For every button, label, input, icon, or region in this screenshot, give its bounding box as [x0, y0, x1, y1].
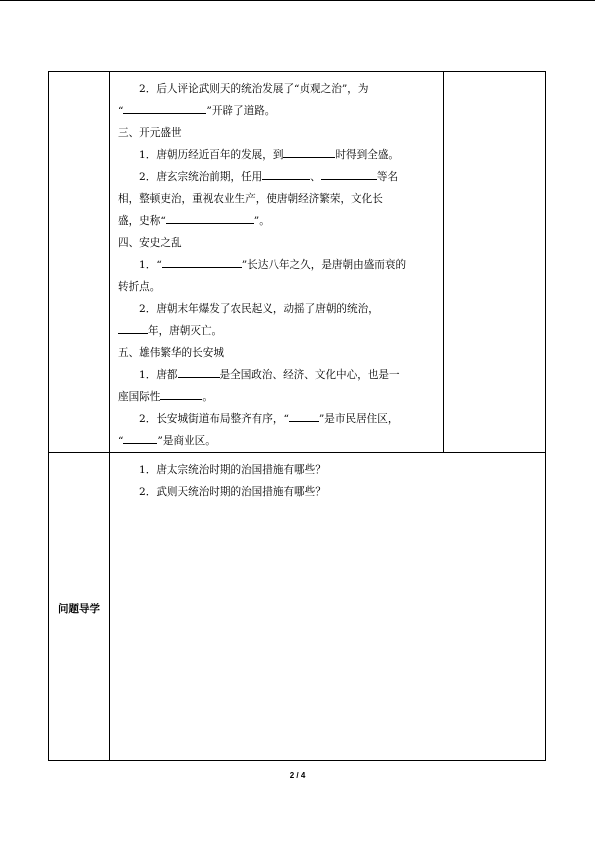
- fill-blank[interactable]: [262, 168, 310, 180]
- text: 是全国政治、经济、文化中心，也是一: [219, 369, 400, 381]
- text: 等名: [376, 171, 399, 183]
- fill-blank[interactable]: [162, 256, 242, 268]
- text: ”是市民居住区，: [318, 413, 399, 425]
- section-heading: 五、雄伟繁华的长安城: [118, 347, 224, 359]
- line: [118, 430, 435, 452]
- fill-blank[interactable]: [123, 432, 157, 444]
- text: ”长达八年之久，是唐朝由盛而衰的: [241, 259, 407, 271]
- question-cell[interactable]: [110, 453, 546, 761]
- text: 、: [310, 171, 321, 183]
- text: 时得到全盛。: [335, 149, 400, 161]
- text: “: [118, 105, 124, 117]
- text: 。: [202, 391, 213, 403]
- label-cell-empty: [49, 72, 110, 453]
- notes-cell[interactable]: [444, 72, 546, 453]
- study-guide-table: [48, 71, 546, 761]
- text: 1．唐都: [139, 369, 178, 381]
- text: 1．“: [139, 259, 162, 271]
- text: 盛，史称“: [118, 215, 166, 227]
- fill-blank[interactable]: [283, 146, 335, 158]
- line: [118, 144, 435, 166]
- fill-blank[interactable]: [160, 388, 202, 400]
- fill-blank[interactable]: [123, 102, 206, 114]
- line: [118, 364, 435, 386]
- section-label: 问题导学: [58, 603, 100, 615]
- fill-blank[interactable]: [118, 322, 148, 334]
- question-row: [49, 453, 546, 761]
- line: [118, 320, 435, 342]
- line: 转折点。: [118, 281, 161, 293]
- question-1: 1．唐太宗统治时期的治国措施有哪些？: [139, 464, 326, 476]
- text: 1．唐朝历经近百年的发展，到: [139, 149, 284, 161]
- page-number: 2 / 4: [289, 771, 306, 780]
- text: ”。: [253, 215, 270, 227]
- line: [118, 166, 435, 188]
- section-heading: 三、开元盛世: [118, 127, 182, 139]
- text: 年，唐朝灭亡。: [148, 325, 223, 337]
- line: 2．后人评论武则天的统治发展了“贞观之治”，为: [139, 83, 369, 95]
- text: 座国际性: [118, 391, 161, 403]
- fill-blank[interactable]: [289, 410, 319, 422]
- line: [118, 386, 435, 408]
- line: [118, 100, 435, 122]
- line: [118, 210, 435, 232]
- header-rule: [0, 0, 595, 1]
- line: [118, 408, 435, 430]
- text: 2．唐玄宗统治前期，任用: [139, 171, 263, 183]
- knowledge-row: [49, 72, 546, 453]
- section-heading: 四、安史之乱: [118, 237, 182, 249]
- line: [118, 254, 435, 276]
- content-cell: [110, 72, 444, 453]
- text: “: [118, 435, 124, 447]
- text: 2．长安城街道布局整齐有序，“: [139, 413, 289, 425]
- line: 相，整顿吏治，重视农业生产，使唐朝经济繁荣，文化长: [118, 193, 383, 205]
- line: 2．唐朝末年爆发了农民起义，动摇了唐朝的统治，: [139, 303, 379, 315]
- text: ”开辟了道路。: [206, 105, 276, 117]
- question-2: 2．武则天统治时期的治国措施有哪些？: [139, 486, 326, 498]
- fill-blank[interactable]: [166, 212, 254, 224]
- text: ”是商业区。: [157, 435, 216, 447]
- label-cell: [49, 453, 110, 761]
- fill-blank[interactable]: [321, 168, 377, 180]
- fill-blank[interactable]: [178, 366, 220, 378]
